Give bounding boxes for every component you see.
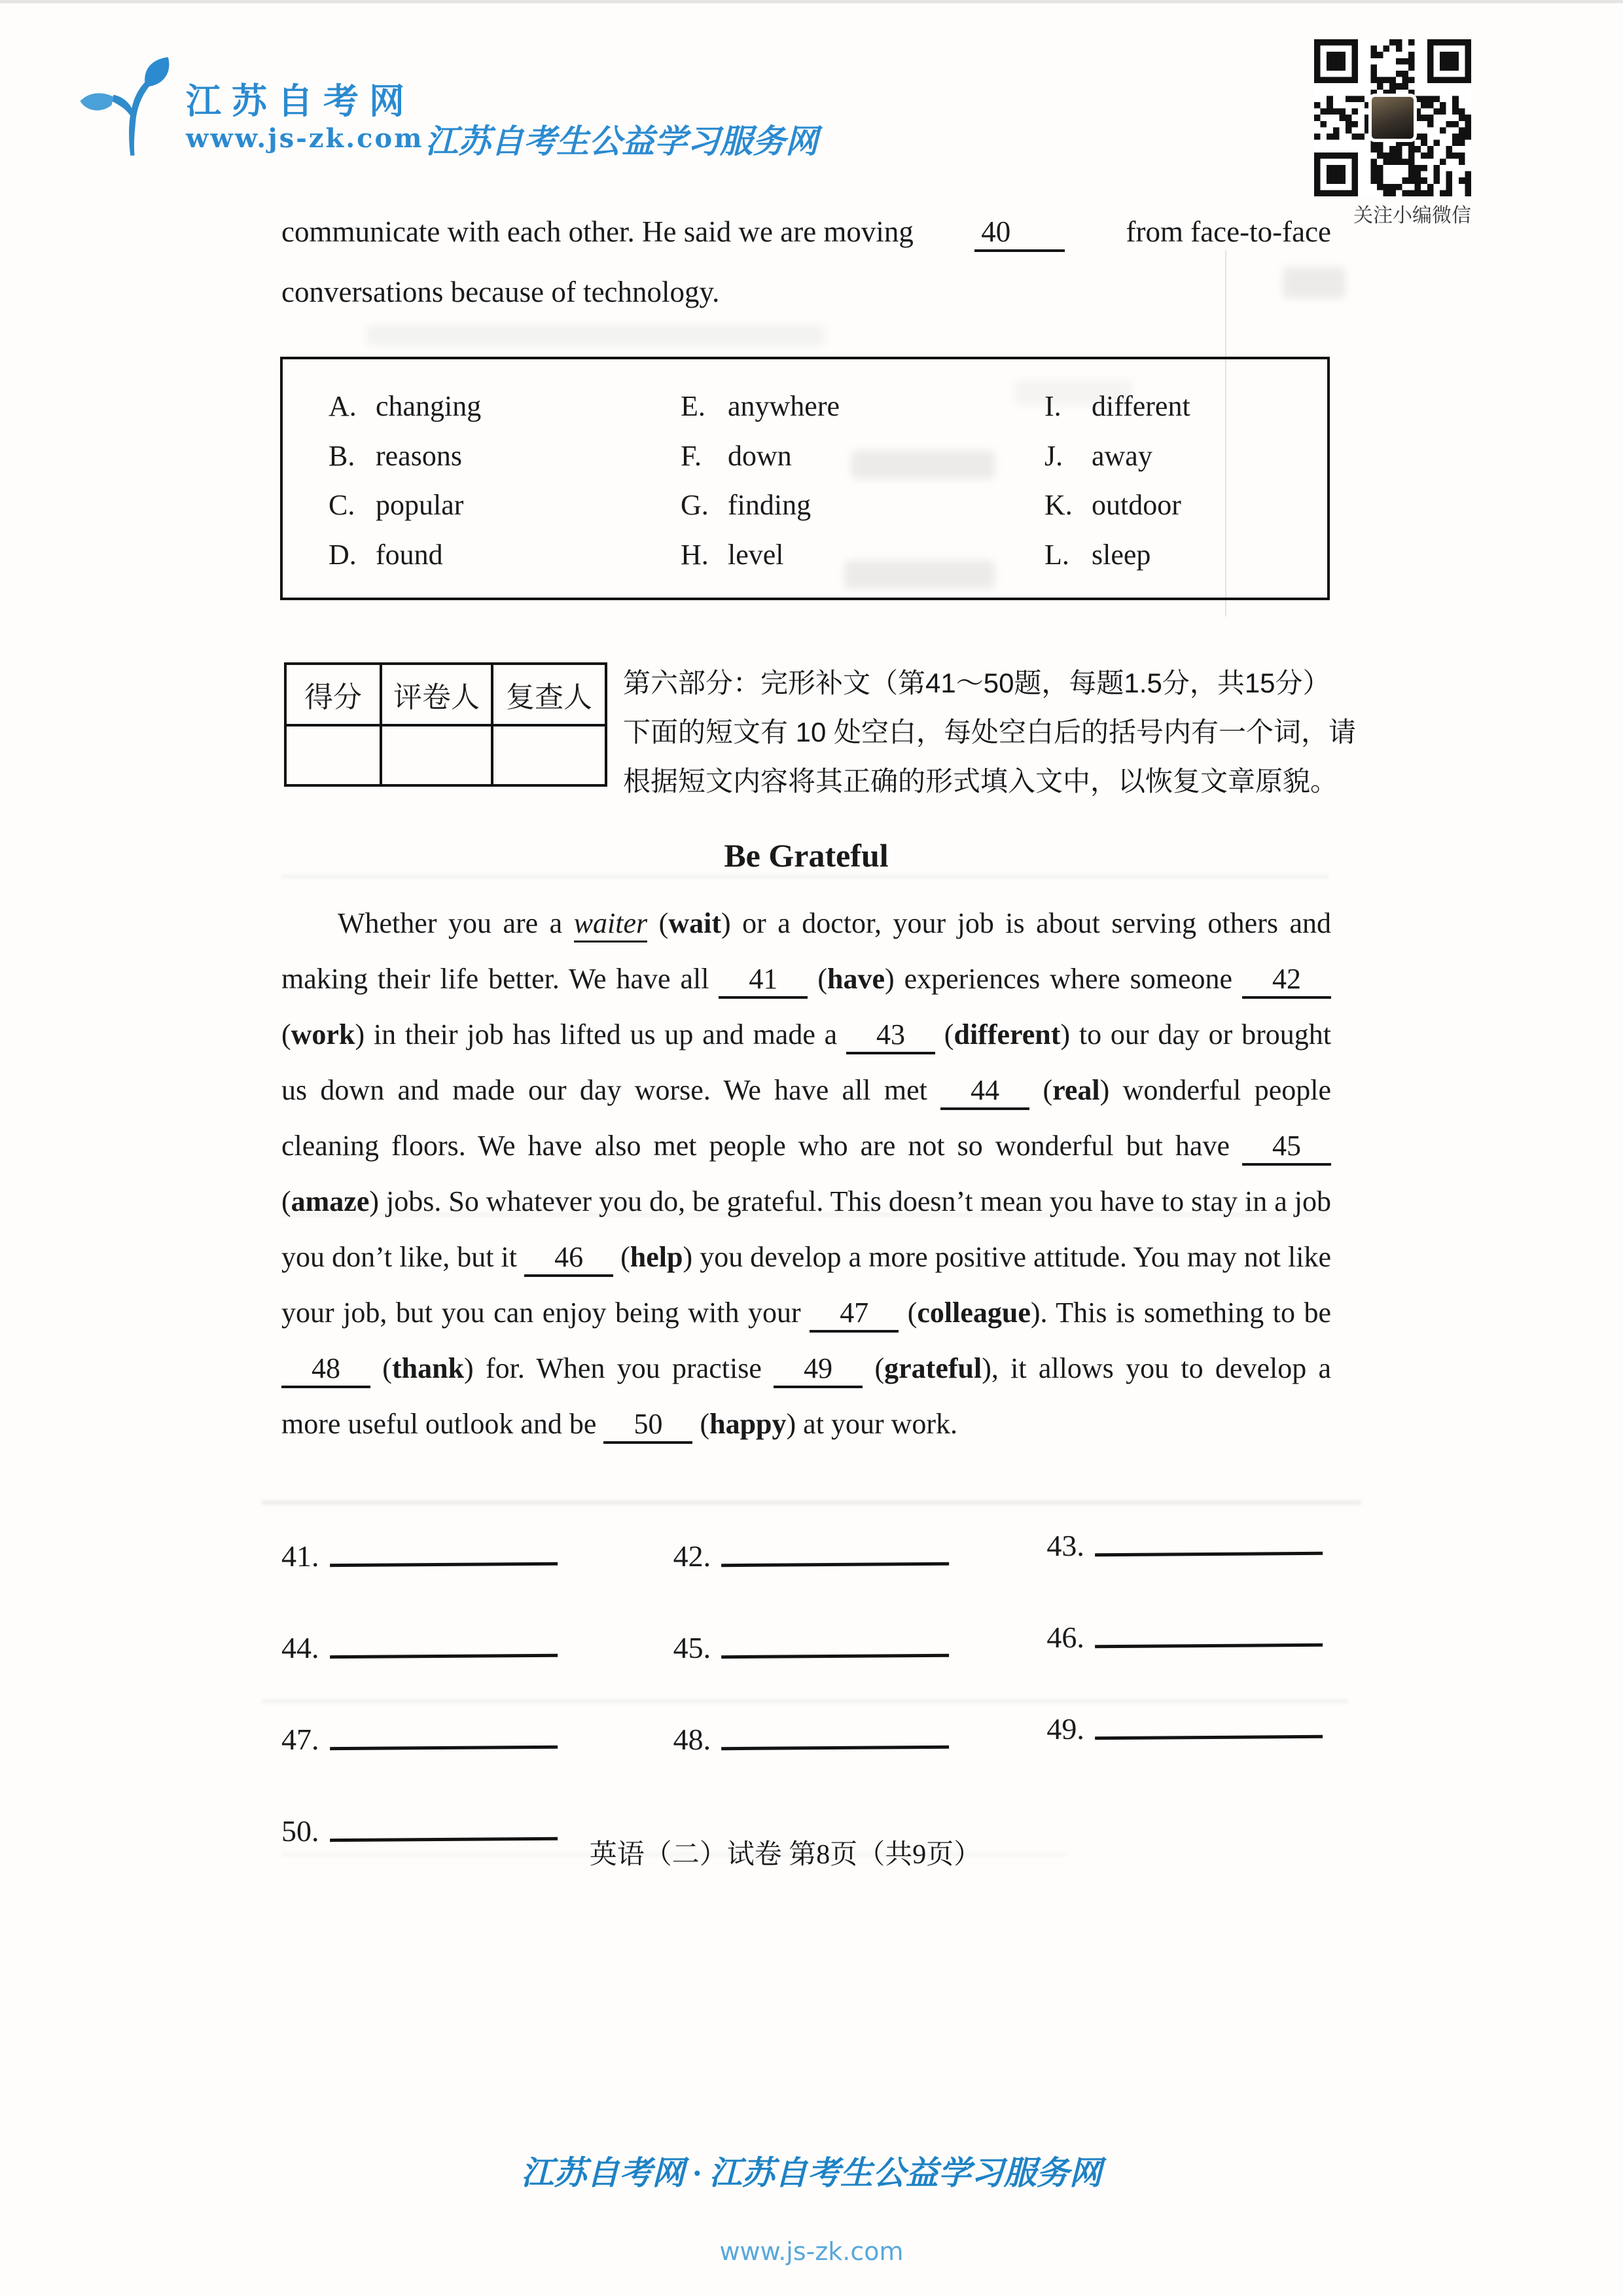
option-letter: H.	[681, 538, 709, 571]
option-letter: F.	[681, 439, 702, 472]
brand-url: www.js-zk.com	[186, 123, 424, 154]
passage-blank-43: 43	[846, 1018, 935, 1054]
passage-text: ) you develop a more positive attitude. You may not like your job, but you can enjoy being with your	[281, 1241, 1331, 1329]
passage-title: Be Grateful	[724, 837, 889, 874]
option-letter: A.	[329, 390, 357, 423]
score-empty-cell	[381, 725, 492, 785]
answer-line	[721, 1536, 949, 1567]
passage-text: (	[899, 1297, 918, 1329]
brand-name: 江苏自考网	[186, 81, 415, 122]
option-h	[681, 530, 1044, 580]
passage-blank-44: 44	[940, 1073, 1029, 1110]
option-word: changing	[376, 390, 482, 423]
option-letter: E.	[681, 390, 705, 423]
answer-item-41	[281, 1537, 632, 1628]
passage-body	[281, 895, 1331, 1452]
passage-text: Whether you are a	[338, 907, 574, 939]
passage-uitalic: waiter	[574, 907, 647, 942]
passage-text: ) for. When you practise	[464, 1352, 774, 1384]
passage-bold: happy	[709, 1408, 787, 1440]
qr-code	[1314, 39, 1471, 196]
score-empty-cell	[492, 725, 606, 785]
answer-item-45	[632, 1628, 982, 1720]
option-e	[681, 382, 1044, 431]
passage-text: (	[692, 1408, 710, 1440]
answer-number: 41.	[281, 1539, 319, 1573]
answer-number: 47.	[281, 1723, 319, 1756]
answer-item-49	[981, 1710, 1331, 1801]
answer-line	[329, 1536, 557, 1567]
brand-slogan: 江苏自考生公益学习服务网	[425, 123, 818, 160]
answer-line	[721, 1628, 949, 1659]
option-word: level	[728, 538, 784, 571]
option-i	[1044, 382, 1314, 431]
intro-line1-before: communicate with each other. He said we are moving	[281, 215, 914, 248]
section-instructions: 下面的短文有 10 处空白，每处空白后的括号内有一个词，请根据短文内容将其正确的形式填入文中，以恢复文章原貌。	[623, 717, 1357, 797]
site-footer-slogan: 江苏自考网 · 江苏自考生公益学习服务网	[521, 2155, 1102, 2191]
answer-number: 49.	[1046, 1712, 1084, 1746]
intro-line-1	[281, 202, 1331, 262]
passage-text: (	[863, 1352, 885, 1384]
option-k	[1044, 480, 1314, 530]
option-letter: C.	[329, 489, 355, 522]
answer-line	[1095, 1617, 1323, 1648]
option-letter: K.	[1044, 489, 1073, 522]
option-g	[681, 480, 1044, 530]
passage-blank-48: 48	[281, 1352, 370, 1388]
option-letter: L.	[1044, 538, 1069, 571]
passage-bold: different	[954, 1018, 1061, 1050]
passage-blank-41: 41	[719, 962, 808, 999]
passage-text: ) to our day or brought us down and made our day worse. We have all met	[281, 1018, 1331, 1106]
option-word: away	[1092, 439, 1152, 472]
answer-item-43	[981, 1526, 1331, 1618]
option-b	[329, 431, 681, 481]
score-table	[284, 662, 607, 787]
sprout-logo-icon	[76, 55, 181, 160]
option-word: found	[376, 538, 443, 571]
site-footer-url: www.js-zk.com	[719, 2237, 904, 2266]
passage-blank-50: 50	[603, 1407, 692, 1444]
answer-number: 48.	[673, 1723, 711, 1756]
passage-bold: colleague	[917, 1297, 1031, 1329]
option-word: down	[728, 439, 792, 472]
passage-blank-49: 49	[774, 1352, 863, 1388]
option-c	[329, 480, 681, 530]
passage-text: (	[647, 907, 669, 939]
passage-blank-47: 47	[810, 1296, 899, 1333]
option-letter: G.	[681, 489, 709, 522]
passage-bold: amaze	[291, 1185, 370, 1217]
passage-text: ) or a doctor, your job is about serving others and making their life better. We have all	[281, 907, 1331, 995]
answer-number: 46.	[1046, 1621, 1084, 1654]
scan-streak-artifact	[262, 1500, 1361, 1505]
passage-blank-42: 42	[1242, 962, 1331, 999]
passage-bold: thank	[391, 1352, 465, 1384]
section-title: 第六部分：完形补文（第41～50题，每题1.5分，共15分）	[623, 668, 1330, 698]
passage-bold: work	[291, 1018, 355, 1050]
option-word: anywhere	[728, 390, 840, 423]
passage-text: ) experiences where someone	[885, 963, 1243, 995]
passage-text: ) jobs. So whatever you do, be grateful. This doesn’t mean you have to stay in a job you don’t like, but it	[281, 1185, 1332, 1273]
passage-text: ) wonderful people cleaning floors. We have also met people who are not so wonderful but have	[281, 1074, 1331, 1162]
option-j	[1044, 431, 1314, 481]
answer-item-48	[632, 1720, 982, 1812]
option-word: different	[1092, 390, 1190, 423]
option-word: outdoor	[1092, 489, 1181, 522]
answer-line	[329, 1719, 557, 1750]
passage-bold: have	[827, 963, 885, 995]
option-a	[329, 382, 681, 431]
passage-bold: wait	[668, 907, 721, 939]
answer-item-44	[281, 1628, 632, 1720]
passage-text: (	[613, 1241, 630, 1273]
passage-text: (	[281, 1185, 291, 1217]
score-header-pingjuanren: 评卷人	[381, 664, 492, 725]
option-word: finding	[728, 489, 812, 522]
option-letter: D.	[329, 538, 357, 571]
option-letter: B.	[329, 439, 355, 472]
passage-text: ), it allows you to develop a more useful outlook and be	[281, 1352, 1332, 1440]
answer-number: 45.	[673, 1631, 711, 1664]
option-word: reasons	[376, 439, 462, 472]
passage-blank-45: 45	[1242, 1129, 1331, 1166]
passage-text: (	[281, 1018, 291, 1050]
passage-text: (	[935, 1018, 954, 1050]
score-empty-cell	[285, 725, 381, 785]
scan-streak-artifact	[281, 874, 1329, 879]
passage-text: (	[370, 1352, 392, 1384]
intro-line-2: conversations because of technology.	[281, 276, 720, 308]
word-bank-box	[280, 357, 1330, 600]
qr-center-photo	[1368, 94, 1417, 142]
intro-line1-after: from face-to-face	[1126, 215, 1331, 248]
answer-number: 43.	[1046, 1529, 1084, 1562]
answer-item-47	[281, 1720, 632, 1812]
answer-line	[1095, 1709, 1323, 1740]
passage-blank-46: 46	[524, 1240, 613, 1277]
passage-text: ) at your work.	[786, 1408, 958, 1440]
option-letter: I.	[1044, 390, 1061, 423]
score-header-fucharen: 复查人	[492, 664, 606, 725]
passage-bold: real	[1052, 1074, 1100, 1106]
option-f	[681, 431, 1044, 481]
option-letter: J.	[1044, 439, 1063, 472]
bleed-through-artifact	[366, 325, 825, 346]
option-d	[329, 530, 681, 580]
answer-number: 44.	[281, 1631, 319, 1664]
option-l	[1044, 530, 1314, 580]
answer-number: 50.	[281, 1814, 319, 1848]
answer-line	[329, 1628, 557, 1659]
intro-text	[281, 202, 1331, 322]
passage-bold: grateful	[884, 1352, 982, 1384]
answer-item-46	[981, 1618, 1331, 1710]
passage-text: ) in their job has lifted us up and made a	[355, 1018, 846, 1050]
scan-edge-artifact	[0, 0, 1623, 3]
option-word: popular	[376, 489, 464, 522]
passage-bold: help	[630, 1241, 683, 1273]
section-instructions-block	[623, 658, 1359, 806]
blank-40: 40	[974, 214, 1065, 252]
qr-caption: 关注小编微信	[1353, 205, 1471, 226]
passage-text: ). This is something to be	[1030, 1297, 1332, 1329]
answer-item-42	[632, 1537, 982, 1628]
passage-text: (	[808, 963, 828, 995]
passage-text: (	[1029, 1074, 1053, 1106]
answer-line	[1095, 1526, 1323, 1556]
page-number-footer: 英语（二）试卷 第8页（共9页）	[589, 1840, 982, 1870]
option-word: sleep	[1092, 538, 1151, 571]
score-header-defen: 得分	[285, 664, 381, 725]
answer-line	[721, 1719, 949, 1750]
answer-number: 42.	[673, 1539, 711, 1573]
